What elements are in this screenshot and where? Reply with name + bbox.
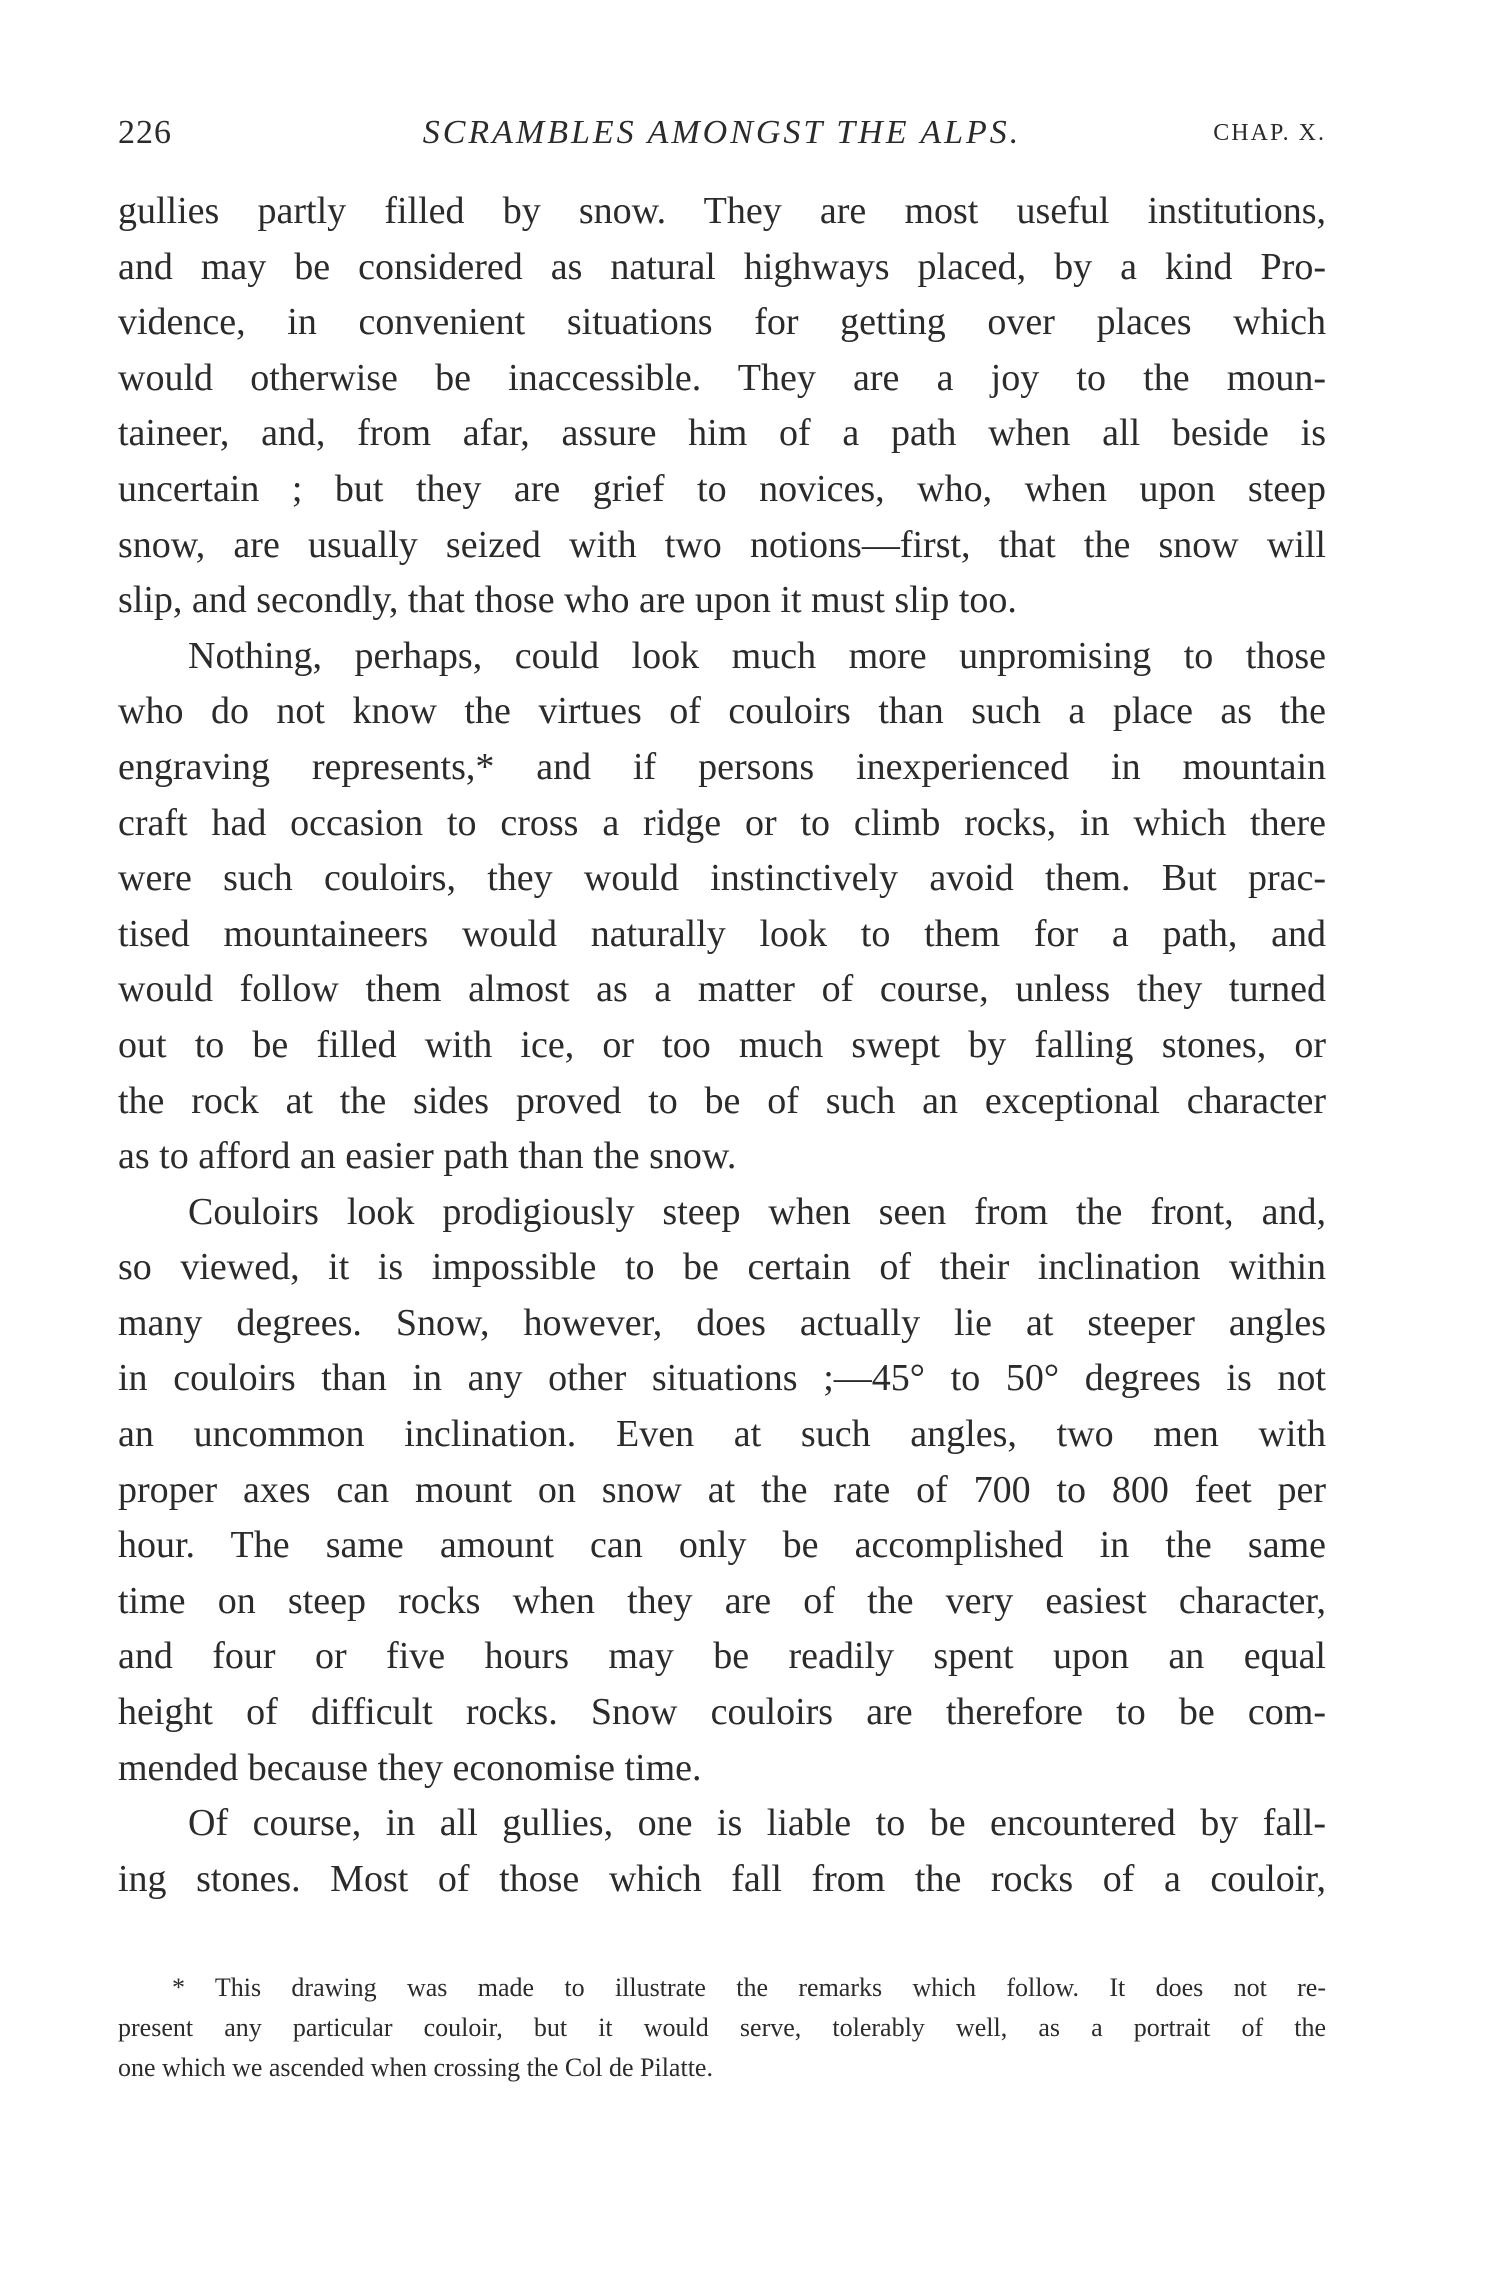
text-line: uncertain ; but they are grief to novices, who, when upon steep [118,467,1326,510]
text-line: Nothing, perhaps, could look much more unpromising to those [188,634,1326,677]
text-line: height of difficult rocks. Snow couloirs are therefore to be com- [118,1691,1326,1734]
text-line: time on steep rocks when they are of the very easiest character, [118,1579,1326,1622]
text-line: as to afford an easier path than the snow. [118,1135,737,1178]
text-line: many degrees. Snow, however, does actually lie at steeper angles [118,1301,1326,1344]
text-line: vidence, in convenient situations for getting over places which [118,301,1326,344]
text-line: would otherwise be inaccessible. They are a joy to the moun- [118,356,1326,399]
text-line: were such couloirs, they would instinctively avoid them. But prac- [118,857,1326,900]
text-line: Of course, in all gullies, one is liable to be encountered by fall- [188,1802,1326,1845]
text-line: out to be filled with ice, or too much swept by falling stones, or [118,1023,1326,1066]
body-text [118,184,1326,1907]
text-line: would follow them almost as a matter of course, unless they turned [118,968,1326,1011]
text-line: taineer, and, from afar, assure him of a path when all beside is [118,412,1326,455]
text-line: craft had occasion to cross a ridge or to climb rocks, in which there [118,801,1326,844]
text-line: gullies partly filled by snow. They are most useful institutions, [118,190,1326,232]
footnote-line: * This drawing was made to illustrate the remarks which follow. It does not re- [172,1973,1326,2002]
page-number: 226 [118,114,172,151]
text-line: engraving represents,* and if persons inexperienced in mountain [118,745,1326,788]
text-line: snow, are usually seized with two notions—first, that the snow will [118,523,1326,566]
text-line: ing stones. Most of those which fall from the rocks of a couloir, [118,1857,1326,1900]
text-line: hour. The same amount can only be accomplished in the same [118,1524,1326,1567]
text-line: the rock at the sides proved to be of such an exceptional character [118,1079,1326,1122]
text-line: an uncommon inclination. Even at such angles, two men with [118,1413,1326,1456]
text-line: tised mountaineers would naturally look to them for a path, and [118,912,1326,955]
chapter-label: CHAP. X. [1213,120,1326,146]
running-title: SCRAMBLES AMONGST THE ALPS. [422,114,1022,151]
text-line: mended because they economise time. [118,1746,702,1789]
running-head [118,108,1326,158]
text-line: who do not know the virtues of couloirs than such a place as the [118,690,1326,733]
footnote-line: one which we ascended when crossing the Col de Pilatte. [118,2053,713,2082]
text-line: Couloirs look prodigiously steep when seen from the front, and, [188,1190,1326,1233]
text-line: proper axes can mount on snow at the rate of 700 to 800 feet per [118,1468,1326,1511]
text-line: and four or five hours may be readily spent upon an equal [118,1635,1326,1678]
text-line: so viewed, it is impossible to be certain of their inclination within [118,1246,1326,1289]
footnote-line: present any particular couloir, but it would serve, tolerably well, as a portrait of the [118,2013,1326,2042]
text-line: and may be considered as natural highways placed, by a kind Pro- [118,245,1326,288]
text-line: in couloirs than in any other situations ;—45° to 50° degrees is not [118,1357,1326,1400]
text-line: slip, and secondly, that those who are upon it must slip too. [118,579,1017,622]
footnote [118,1968,1326,2088]
